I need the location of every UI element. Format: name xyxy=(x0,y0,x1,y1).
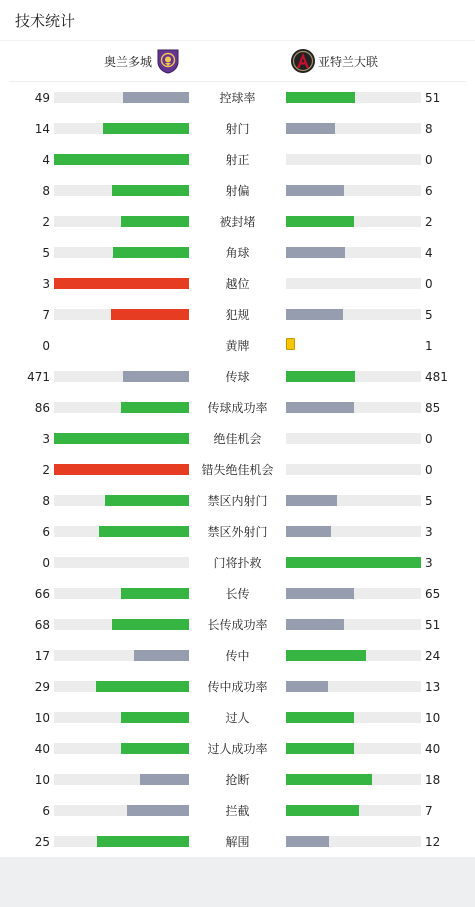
away-stat-bar-fill xyxy=(286,712,354,723)
away-stat-bar xyxy=(286,92,421,103)
away-stat-bar-fill xyxy=(286,805,359,816)
away-stat-bar-fill xyxy=(286,526,331,537)
home-stat-bar xyxy=(54,433,189,444)
stat-row xyxy=(0,361,475,392)
away-stat-bar-fill xyxy=(286,681,328,692)
away-stat-value: 5 xyxy=(425,308,433,322)
stat-label: 抢断 xyxy=(225,773,250,787)
away-stat-bar-fill xyxy=(286,557,421,568)
yellow-card-icon xyxy=(286,338,295,350)
home-stat-bar-fill xyxy=(127,805,189,816)
stat-label: 越位 xyxy=(225,277,250,291)
stat-label: 角球 xyxy=(225,246,250,260)
away-stat-bar xyxy=(286,247,421,258)
stat-row xyxy=(0,454,475,485)
stat-row xyxy=(0,82,475,113)
stat-row xyxy=(0,268,475,299)
away-stat-bar xyxy=(286,154,421,165)
home-stat-value: 8 xyxy=(42,184,50,198)
home-stat-bar xyxy=(54,92,189,103)
home-stat-value: 86 xyxy=(34,401,50,415)
stat-label: 长传 xyxy=(225,587,250,601)
away-stat-bar xyxy=(286,526,421,537)
stat-row xyxy=(0,206,475,237)
away-stat-bar xyxy=(286,371,421,382)
away-stat-value: 0 xyxy=(425,153,433,167)
away-stat-bar-fill xyxy=(286,309,343,320)
home-stat-value: 2 xyxy=(42,463,50,477)
home-stat-value: 49 xyxy=(34,91,50,105)
teams-row xyxy=(9,41,466,82)
stat-row xyxy=(0,826,475,857)
atlanta-united-crest-icon xyxy=(290,48,314,74)
away-stat-bar xyxy=(286,278,421,289)
home-stat-bar xyxy=(54,123,189,134)
orlando-city-crest-icon xyxy=(156,48,180,74)
away-stat-value: 1 xyxy=(425,339,433,353)
home-stat-bar-fill xyxy=(121,588,189,599)
away-stat-bar xyxy=(286,433,421,444)
away-stat-bar-fill xyxy=(286,123,335,134)
home-stat-value: 471 xyxy=(27,370,50,384)
away-stat-value: 3 xyxy=(425,525,433,539)
home-stat-bar xyxy=(54,185,189,196)
home-stat-value: 68 xyxy=(34,618,50,632)
stat-row xyxy=(0,640,475,671)
home-stat-bar-fill xyxy=(103,123,189,134)
home-stat-value: 40 xyxy=(34,742,50,756)
home-stat-bar xyxy=(54,743,189,754)
stats-list xyxy=(0,82,475,857)
away-stat-value: 65 xyxy=(425,587,441,601)
stat-row xyxy=(0,113,475,144)
away-stat-value: 13 xyxy=(425,680,441,694)
away-stat-value: 51 xyxy=(425,91,441,105)
stat-row xyxy=(0,609,475,640)
away-team-name: 亚特兰大联 xyxy=(318,54,379,69)
home-team-name: 奥兰多城 xyxy=(103,54,152,69)
away-stat-value: 24 xyxy=(425,649,441,663)
away-stat-value: 18 xyxy=(425,773,441,787)
home-stat-bar xyxy=(54,774,189,785)
home-stat-bar-fill xyxy=(121,712,189,723)
home-stat-bar xyxy=(54,526,189,537)
home-stat-bar-fill xyxy=(140,774,189,785)
away-stat-bar xyxy=(286,464,421,475)
home-stat-bar xyxy=(54,557,189,568)
away-stat-value: 0 xyxy=(425,463,433,477)
stat-row xyxy=(0,733,475,764)
away-team xyxy=(290,41,378,81)
away-stat-value: 12 xyxy=(425,835,441,849)
stat-label: 绝佳机会 xyxy=(213,432,262,446)
away-stat-value: 6 xyxy=(425,184,433,198)
home-stat-bar xyxy=(54,154,189,165)
home-stat-bar-fill xyxy=(99,526,189,537)
stat-row xyxy=(0,175,475,206)
stat-row xyxy=(0,299,475,330)
away-stat-value: 85 xyxy=(425,401,441,415)
away-stat-bar-fill xyxy=(286,743,354,754)
stat-label: 被封堵 xyxy=(219,215,256,229)
home-stat-bar xyxy=(54,712,189,723)
stat-label: 过人 xyxy=(225,711,250,725)
home-stat-bar xyxy=(54,371,189,382)
home-stat-bar-fill xyxy=(121,402,189,413)
section-header xyxy=(0,0,475,41)
home-stat-value: 17 xyxy=(34,649,50,663)
stat-row xyxy=(0,423,475,454)
home-stat-bar-fill xyxy=(54,154,189,165)
home-stat-bar-fill xyxy=(54,278,189,289)
home-stat-bar-fill xyxy=(123,92,189,103)
away-stat-bar xyxy=(286,123,421,134)
away-stat-bar xyxy=(286,619,421,630)
home-stat-value: 3 xyxy=(42,277,50,291)
home-stat-bar-fill xyxy=(121,743,189,754)
home-stat-value: 4 xyxy=(42,153,50,167)
home-stat-value: 0 xyxy=(42,339,50,353)
stat-row xyxy=(0,392,475,423)
away-stat-bar xyxy=(286,712,421,723)
home-stat-value: 8 xyxy=(42,494,50,508)
stat-label: 射偏 xyxy=(225,184,250,198)
stat-label: 传球成功率 xyxy=(207,401,268,415)
away-stat-bar xyxy=(286,805,421,816)
stat-label: 犯规 xyxy=(225,308,250,322)
stat-label: 禁区内射门 xyxy=(207,494,268,508)
stat-row xyxy=(0,795,475,826)
away-stat-value: 481 xyxy=(425,370,448,384)
stat-label: 控球率 xyxy=(219,91,256,105)
home-stat-value: 3 xyxy=(42,432,50,446)
away-stat-bar xyxy=(286,588,421,599)
away-stat-bar-fill xyxy=(286,247,345,258)
home-stat-bar xyxy=(54,495,189,506)
away-stat-value: 10 xyxy=(425,711,441,725)
away-stat-bar xyxy=(286,216,421,227)
away-stat-bar xyxy=(286,836,421,847)
away-stat-value: 0 xyxy=(425,432,433,446)
home-stat-bar-fill xyxy=(96,681,189,692)
stat-label: 拦截 xyxy=(225,804,250,818)
stat-label: 传中成功率 xyxy=(207,680,268,694)
away-stat-bar-fill xyxy=(286,371,355,382)
home-stat-bar-fill xyxy=(123,371,189,382)
away-stat-bar xyxy=(286,495,421,506)
away-stat-value: 0 xyxy=(425,277,433,291)
home-stat-bar xyxy=(54,309,189,320)
home-stat-bar-fill xyxy=(111,309,189,320)
stat-label: 传球 xyxy=(225,370,250,384)
stat-row xyxy=(0,237,475,268)
home-stat-value: 29 xyxy=(34,680,50,694)
away-stat-value: 51 xyxy=(425,618,441,632)
away-stat-bar-fill xyxy=(286,402,354,413)
home-stat-value: 14 xyxy=(34,122,50,136)
home-stat-value: 6 xyxy=(42,525,50,539)
home-stat-value: 10 xyxy=(34,773,50,787)
stat-row xyxy=(0,547,475,578)
home-stat-bar xyxy=(54,464,189,475)
section-title: 技术统计 xyxy=(15,11,76,30)
stat-label: 黄牌 xyxy=(225,339,250,353)
away-stat-bar-fill xyxy=(286,185,344,196)
stat-label: 长传成功率 xyxy=(207,618,268,632)
away-stat-bar xyxy=(286,743,421,754)
away-stat-bar xyxy=(286,185,421,196)
stat-row xyxy=(0,330,475,361)
stat-row xyxy=(0,485,475,516)
home-stat-bar xyxy=(54,681,189,692)
home-stat-bar-fill xyxy=(112,185,189,196)
home-stat-bar-fill xyxy=(134,650,189,661)
home-stat-bar-fill xyxy=(112,619,189,630)
stat-label: 传中 xyxy=(225,649,250,663)
away-stat-bar-fill xyxy=(286,619,344,630)
home-stat-value: 6 xyxy=(42,804,50,818)
away-stat-bar-fill xyxy=(286,836,329,847)
away-stat-bar-fill xyxy=(286,92,355,103)
home-stat-bar xyxy=(54,216,189,227)
home-stat-bar xyxy=(54,836,189,847)
away-stat-bar xyxy=(286,309,421,320)
away-stat-bar xyxy=(286,774,421,785)
stat-label: 错失绝佳机会 xyxy=(201,463,274,477)
away-stat-bar xyxy=(286,402,421,413)
away-stat-bar-fill xyxy=(286,588,354,599)
stat-label: 禁区外射门 xyxy=(207,525,268,539)
stat-row xyxy=(0,578,475,609)
home-stat-bar xyxy=(54,402,189,413)
home-stat-bar xyxy=(54,619,189,630)
home-stat-value: 10 xyxy=(34,711,50,725)
stat-label: 过人成功率 xyxy=(207,742,268,756)
away-stat-value: 2 xyxy=(425,215,433,229)
home-stat-bar-fill xyxy=(113,247,189,258)
away-stat-bar-fill xyxy=(286,650,366,661)
stat-row xyxy=(0,516,475,547)
home-stat-value: 66 xyxy=(34,587,50,601)
away-stat-bar-fill xyxy=(286,216,354,227)
away-stat-bar xyxy=(286,681,421,692)
home-stat-value: 7 xyxy=(42,308,50,322)
stat-label: 射正 xyxy=(225,153,250,167)
stat-label: 门将扑救 xyxy=(213,556,262,570)
away-stat-bar-fill xyxy=(286,495,337,506)
home-stat-value: 2 xyxy=(42,215,50,229)
home-stat-bar-fill xyxy=(121,216,189,227)
away-stat-value: 8 xyxy=(425,122,433,136)
away-stat-bar xyxy=(286,650,421,661)
home-stat-value: 0 xyxy=(42,556,50,570)
stat-label: 射门 xyxy=(225,122,250,136)
home-stat-value: 25 xyxy=(34,835,50,849)
away-stat-value: 3 xyxy=(425,556,433,570)
away-stat-bar-fill xyxy=(286,774,372,785)
home-stat-bar xyxy=(54,247,189,258)
stat-row xyxy=(0,764,475,795)
away-stat-value: 4 xyxy=(425,246,433,260)
home-team xyxy=(104,41,180,81)
away-stat-value: 5 xyxy=(425,494,433,508)
home-stat-bar xyxy=(54,278,189,289)
home-stat-bar-fill xyxy=(105,495,189,506)
stat-row xyxy=(0,671,475,702)
home-stat-value: 5 xyxy=(42,246,50,260)
home-stat-bar xyxy=(54,650,189,661)
away-stat-value: 40 xyxy=(425,742,441,756)
stat-label: 解围 xyxy=(225,835,250,849)
home-stat-bar-fill xyxy=(97,836,189,847)
away-stat-value: 7 xyxy=(425,804,433,818)
stat-row xyxy=(0,144,475,175)
home-stat-bar xyxy=(54,588,189,599)
home-stat-bar xyxy=(54,805,189,816)
away-stat-bar xyxy=(286,557,421,568)
stat-row xyxy=(0,702,475,733)
home-stat-bar-fill xyxy=(54,464,189,475)
home-stat-bar-fill xyxy=(54,433,189,444)
